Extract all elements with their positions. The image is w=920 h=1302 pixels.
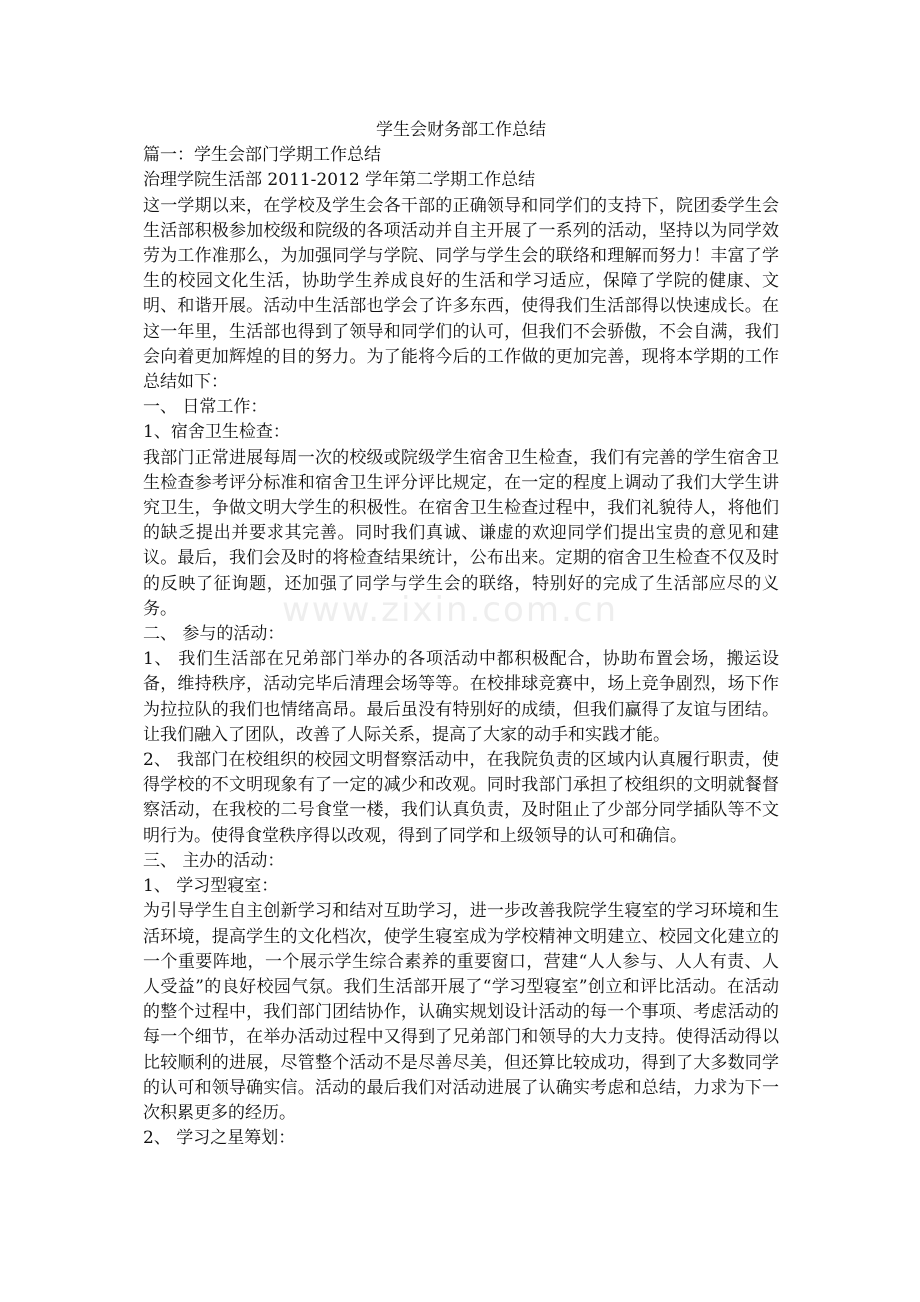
- activity-paragraph-2: 2、 我部门在校组织的校园文明督察活动中，在我院负责的区域内认真履行职责，使得学校的不文明现象有了一定的减少和改观。同时我部门承担了校组织的文明就餐督察活动，在我校的二号食堂一楼，我们认真负责，及时阻止了少部分同学插队等不文明行为。使得食堂秩序得以改观，得到了同学和上级领导的认可和确信。: [143, 750, 779, 846]
- heading-hosted-activities: 三、 主办的活动：: [143, 850, 285, 871]
- watermark: www.zixin.com.cn: [282, 590, 618, 630]
- document-page: [143, 118, 779, 1151]
- activity-paragraph-1: 1、 我们生活部在兄弟部门举办的各项活动中都积极配合，协助布置会场，搬运设备，维持秩序，活动完毕后清理会场等等。在校排球竞赛中，场上竞争剧烈，场下作为拉拉队的我们也情绪高昂。最后虽没有特别好的成绩，但我们赢得了友谊与团结。让我们融入了团队，改善了人际关系，提高了大家的动手和实践才能。: [143, 649, 779, 745]
- subheading-dorm-inspection: 1、宿舍卫生检查：: [143, 422, 290, 443]
- document-title: 学生会财务部工作总结: [376, 120, 546, 140]
- report-subtitle: 治理学院生活部 2011-2012 学年第二学期工作总结: [143, 170, 536, 191]
- heading-participated-activities: 二、 参与的活动：: [143, 624, 285, 645]
- intro-paragraph: 这一学期以来，在学校及学生会各干部的正确领导和同学们的支持下，院团委学生会生活部积极参加校级和院级的各项活动并自主开展了一系列的活动，坚持以为同学效劳为工作准那么，为加强同学与学院、同学与学生会的联络和理解而努力！丰富了学生的校园文化生活，协助学生养成良好的生活和学习适应，保障了学院的健康、文明、和谐开展。活动中生活部也学会了许多东西，使得我们生活部得以快速成长。在这一年里，生活部也得到了领导和同学们的认可，但我们不会骄傲，不会自满，我们会向着更加辉煌的目的努力。为了能将今后的工作做的更加完善，现将本学期的工作总结如下：: [143, 195, 779, 393]
- heading-daily-work: 一、 日常工作：: [143, 397, 268, 418]
- subheading-study-dorm: 1、 学习型寝室：: [143, 876, 279, 897]
- study-dorm-paragraph: 为引导学生自主创新学习和结对互助学习，进一步改善我院学生寝室的学习环境和生活环境，提高学生的文化档次，使学生寝室成为学校精神文明建立、校园文化建立的一个重要阵地，一个展示学生综合素养的重要窗口，营建“人人参与、人人有责、人人受益”的良好校园气氛。我们生活部开展了“学习型寝室”创立和评比活动。在活动的整个过程中，我们部门团结协作，认确实规划设计活动的每一个事项、考虑活动的每一个细节，在举办活动过程中又得到了兄弟部门和领导的大力支持。使得活动得以比较顺利的进展，尽管整个活动不是尽善尽美，但还算比较成功，得到了大多数同学的认可和领导确实信。活动的最后我们对活动进展了认确实考虑和总结，力求为下一次积累更多的经历。: [143, 901, 779, 1123]
- dorm-inspection-paragraph: 我部门正常进展每周一次的校级或院级学生宿舍卫生检查，我们有完善的学生宿舍卫生检查参考评分标准和宿舍卫生评分评比规定，在一定的程度上调动了我们大学生讲究卫生，争做文明大学生的积极性。在宿舍卫生检查过程中，我们礼貌待人，将他们的缺乏提出并要求其完善。同时我们真诚、谦虚的欢迎同学们提出宝贵的意见和建议。最后，我们会及时的将检查结果统计，公布出来。定期的宿舍卫生检查不仅及时的反映了征询题，还加强了同学与学生会的联络，特别好的完成了生活部应尽的义务。: [143, 447, 779, 619]
- subheading-study-star: 2、 学习之星筹划：: [143, 1128, 296, 1149]
- section-heading: 篇一：学生会部门学期工作总结: [143, 145, 381, 166]
